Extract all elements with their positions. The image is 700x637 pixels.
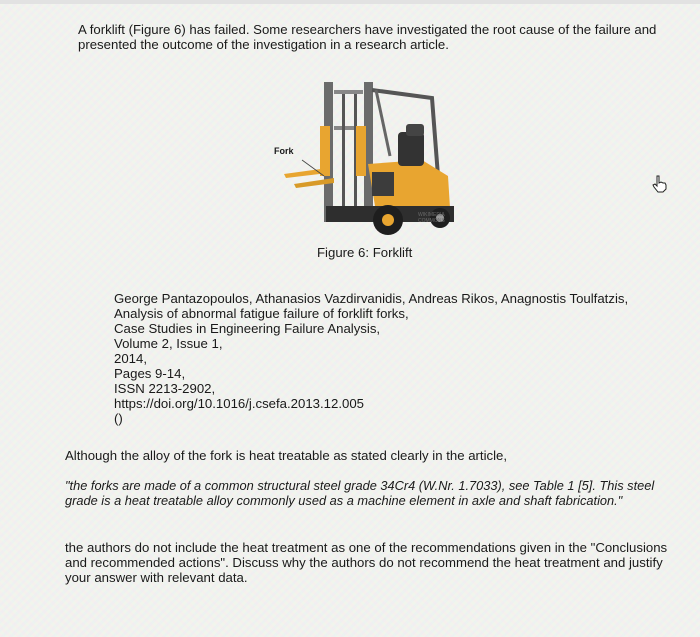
watermark-line-2: COMMONS [418,218,445,224]
top-edge [0,0,700,4]
article-quote: "the forks are made of a common structural steel grade 34Cr4 (W.Nr. 1.7033), see Table 1 [5]. This steel grade is a heat treatable alloy commonly used as a machine element in axle and shaft fabrication." [65,478,655,508]
intro-text: A forklift (Figure 6) has failed. Some researchers have investigated the root cause of the failure and presented the outcome of the investigation in a research article. [78,22,657,52]
ref-issn: ISSN 2213-2902, [114,381,216,396]
ref-volume: Volume 2, Issue 1, [114,336,223,351]
watermark-line-1: WIKIMEDIA [418,212,445,218]
ref-title: Analysis of abnormal fatigue failure of forklift forks, [114,306,409,321]
ref-journal: Case Studies in Engineering Failure Analysis, [114,321,381,336]
ref-year: 2014, [114,351,148,366]
reference-block [114,291,628,426]
ref-doi: https://doi.org/10.1016/j.csefa.2013.12.005 [114,396,365,411]
forklift-figure [272,76,464,244]
paragraph-alloy: Although the alloy of the fork is heat treatable as stated clearly in the article, [65,448,508,463]
wikimedia-watermark [418,212,445,224]
hand-pointer-icon [652,175,668,198]
ref-empty-parens: () [114,411,123,426]
fork-label: Fork [274,146,294,156]
figure-caption: Figure 6: Forklift [317,245,413,260]
paragraph-question: the authors do not include the heat treatment as one of the recommendations given in the "Conclusions and recommended actions". Discuss why the authors do not recommend the heat treatment and justify your answer with relevant data. [65,540,668,585]
ref-authors: George Pantazopoulos, Athanasios Vazdirvanidis, Andreas Rikos, Anagnostis Toulfatzis, [114,291,629,306]
ref-pages: Pages 9-14, [114,366,186,381]
